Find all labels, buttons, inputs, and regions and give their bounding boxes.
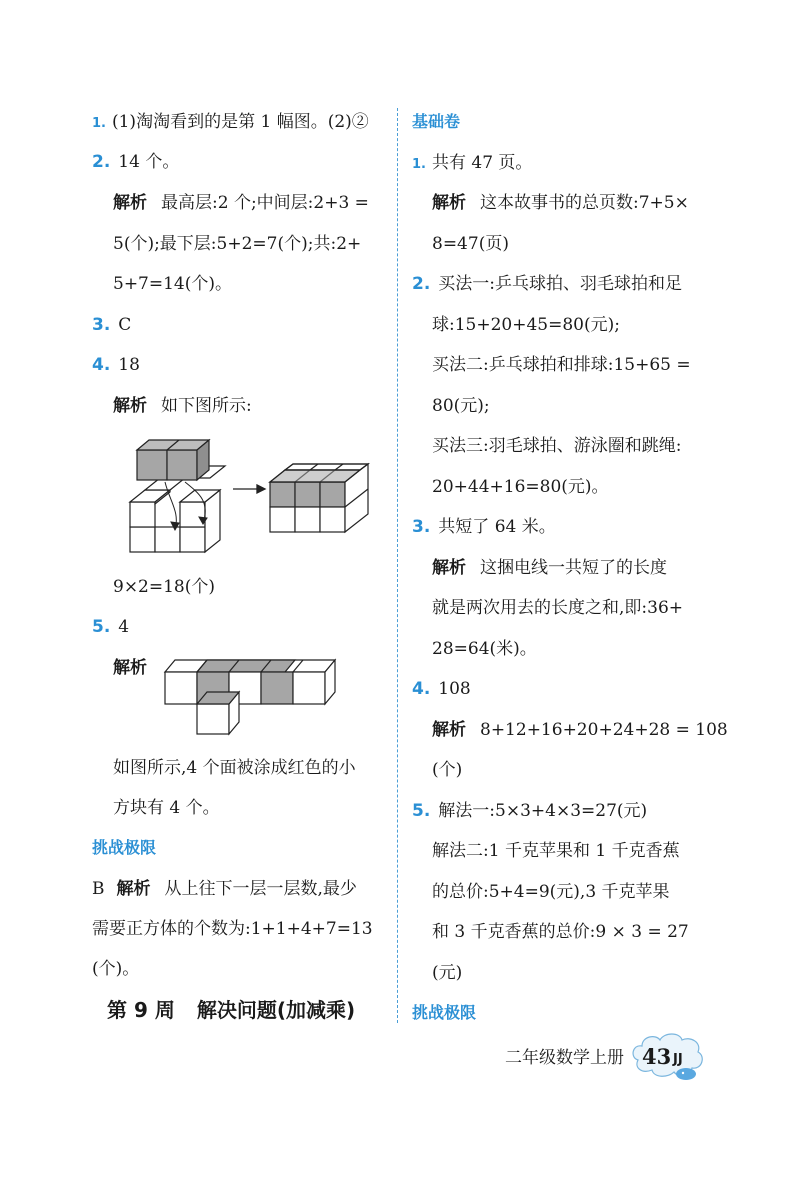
book-title: 二年级数学上册 [505, 1048, 624, 1068]
analysis-text: 最高层:2 个;中间层:2+3 = [161, 193, 369, 213]
left-q2-analysis [113, 193, 369, 213]
answer-text: 20+44+16=80(元)。 [432, 477, 609, 497]
question-number: 2. [92, 152, 111, 172]
week-subtitle: 解决问题(加减乘) [196, 998, 356, 1022]
right-q3-analysis [432, 558, 667, 578]
answer-text: C [118, 315, 132, 335]
column-divider [397, 108, 398, 1023]
edition-code: JJ [673, 1052, 683, 1067]
q4-cube-figure [125, 432, 375, 562]
analysis-text: 8+12+16+20+24+28 = 108 [480, 720, 728, 740]
analysis-label: 解析 [113, 658, 147, 678]
left-q5 [92, 617, 129, 637]
formula-text: 9×2=18(个) [113, 577, 216, 597]
analysis-label: 解析 [432, 558, 466, 578]
left-q2 [92, 152, 179, 172]
answer-text: 18 [118, 355, 140, 375]
analysis-label: 解析 [432, 193, 466, 213]
analysis-text: 8=47(页) [432, 234, 509, 254]
analysis-text: 从上往下一层一层数,最少 [164, 879, 357, 899]
q5-cube-figure [160, 652, 340, 737]
page-number: 43 [642, 1044, 672, 1069]
analysis-label: 解析 [432, 720, 466, 740]
left-q3 [92, 315, 131, 335]
left-q5-analysis [113, 658, 161, 678]
question-number: 3. [412, 517, 431, 537]
right-q5 [412, 801, 647, 821]
question-number: 4. [92, 355, 111, 375]
answer-text: 80(元); [432, 396, 490, 416]
analysis-text: 如图所示,4 个面被涂成红色的小 [113, 758, 356, 778]
section-title-challenge-right: 挑战极限 [412, 1003, 477, 1022]
analysis-text: 需要正方体的个数为:1+1+4+7=13 [92, 919, 373, 939]
question-number: 2. [412, 274, 431, 294]
analysis-text: 方块有 4 个。 [113, 798, 220, 818]
right-q2 [412, 274, 682, 294]
right-q4 [412, 679, 471, 699]
analysis-text: 28=64(米)。 [432, 639, 537, 659]
right-q3 [412, 517, 556, 537]
analysis-text: (个) [432, 760, 463, 780]
section-title-basic: 基础卷 [412, 112, 461, 131]
answer-text: (元) [432, 963, 463, 983]
analysis-text: 5(个);最下层:5+2=7(个);共:2+ [113, 234, 362, 254]
analysis-label: 解析 [113, 193, 147, 213]
answer-text: 买法三:羽毛球拍、游泳圈和跳绳: [432, 436, 682, 456]
answer-text: 和 3 千克香蕉的总价:9 × 3 = 27 [432, 922, 689, 942]
analysis-text: (个)。 [92, 959, 140, 979]
question-number: 1. [412, 157, 426, 172]
answer-text: 108 [438, 679, 471, 699]
page-badge [628, 1030, 706, 1084]
answer-text: B [92, 879, 105, 899]
answer-text: 共短了 64 米。 [438, 517, 556, 537]
answer-text: 14 个。 [118, 152, 180, 172]
answer-text: (1)淘淘看到的是第 1 幅图。(2)② [111, 112, 369, 132]
question-number: 4. [412, 679, 431, 699]
analysis-text: 就是两次用去的长度之和,即:36+ [432, 598, 684, 618]
left-q4 [92, 355, 140, 375]
answer-text: 买法二:乒乓球拍和排球:15+65 = [432, 355, 691, 375]
question-number: 5. [412, 801, 431, 821]
analysis-label: 解析 [113, 396, 147, 416]
answer-text: 共有 47 页。 [431, 153, 533, 173]
challenge-answer [92, 879, 357, 899]
analysis-text: 如下图所示: [161, 396, 252, 416]
analysis-text: 5+7=14(个)。 [113, 274, 233, 294]
answer-text: 的总价:5+4=9(元),3 千克苹果 [432, 882, 670, 902]
answer-text: 买法一:乒乓球拍、羽毛球拍和足 [438, 274, 683, 294]
analysis-text: 这本故事书的总页数:7+5× [480, 193, 689, 213]
answer-text: 解法一:5×3+4×3=27(元) [438, 801, 648, 821]
analysis-label: 解析 [116, 879, 151, 899]
right-q1-analysis [432, 193, 689, 213]
answer-text: 球:15+20+45=80(元); [432, 315, 620, 335]
question-number: 3. [92, 315, 111, 335]
section-title-challenge: 挑战极限 [92, 838, 157, 857]
question-number: 5. [92, 617, 111, 637]
analysis-text: 这捆电线一共短了的长度 [480, 558, 667, 578]
left-q4-analysis [113, 396, 252, 416]
answer-text: 解法二:1 千克苹果和 1 千克香蕉 [432, 841, 680, 861]
right-q4-analysis [432, 720, 728, 740]
left-q1 [92, 112, 369, 134]
right-q1 [412, 153, 532, 175]
week-title: 第 9 周 [107, 998, 175, 1022]
question-number: 1. [92, 116, 106, 131]
answer-text: 4 [118, 617, 130, 637]
week-heading [107, 1000, 355, 1020]
